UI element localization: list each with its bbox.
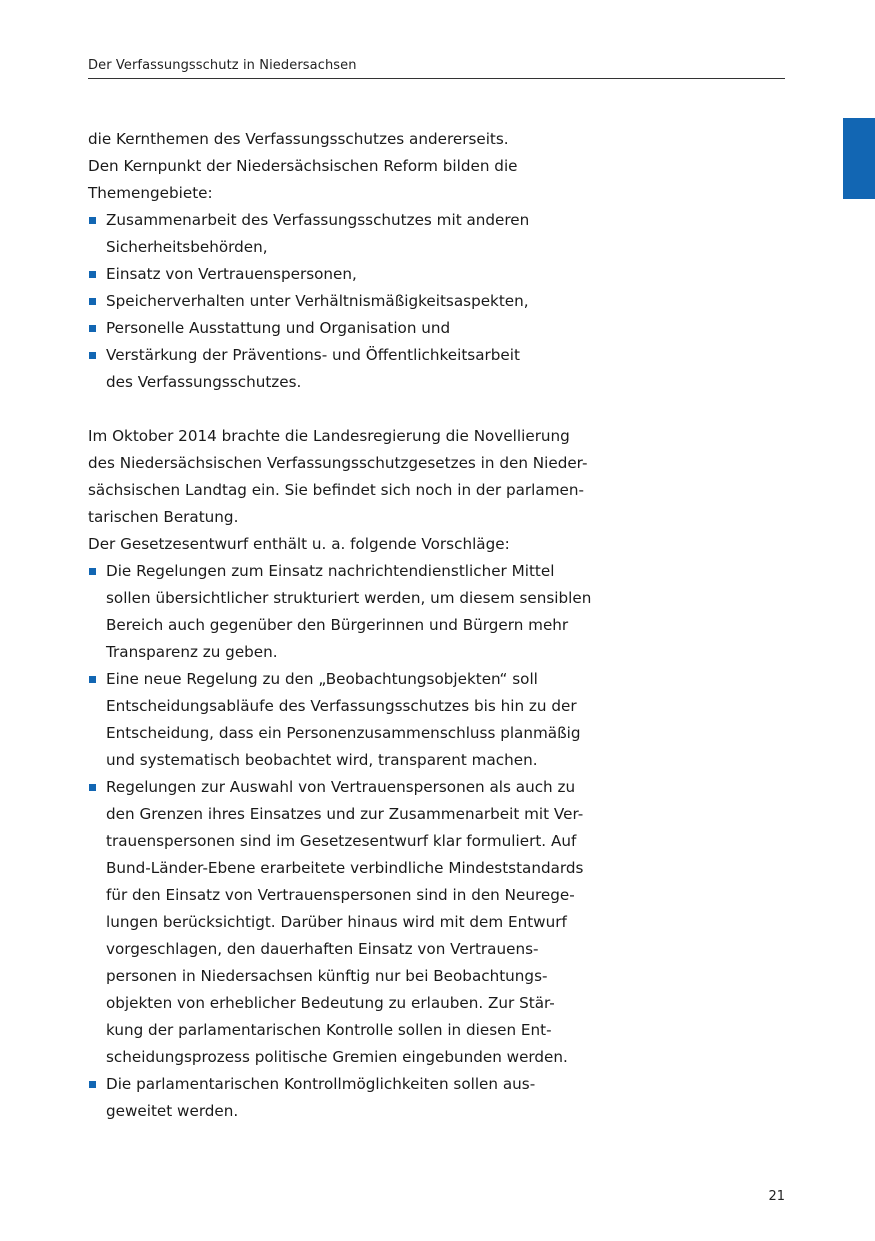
square-bullet-icon [89,298,96,305]
text-line: Entscheidung, dass ein Personenzusammenschluss planmäßig [106,724,581,742]
chapter-tab-marker [843,118,875,199]
text-line: die Kernthemen des Verfassungsschutzes andererseits. [88,130,509,148]
text-line: Den Kernpunkt der Niedersächsischen Reform bilden die [88,157,518,175]
text-line: Einsatz von Vertrauenspersonen, [106,265,357,283]
intro-paragraph [88,126,613,207]
paragraph-spacer [88,396,613,423]
topic-bullet-list [88,207,613,396]
text-line: Im Oktober 2014 brachte die Landesregierung die Novellierung [88,427,570,445]
bullet-item [88,666,613,774]
text-line: Eine neue Regelung zu den „Beobachtungsobjekten“ soll [106,670,538,688]
text-line: des Niedersächsischen Verfassungsschutzgesetzes in den Nieder- [88,454,588,472]
square-bullet-icon [89,217,96,224]
text-line: scheidungsprozess politische Gremien eingebunden werden. [106,1048,568,1066]
header-rule [88,78,785,79]
text-line: Personelle Ausstattung und Organisation und [106,319,451,337]
text-line: und systematisch beobachtet wird, transparent machen. [106,751,538,769]
text-line: kung der parlamentarischen Kontrolle sollen in diesen Ent- [106,1021,552,1039]
text-line: objekten von erheblicher Bedeutung zu erlauben. Zur Stär- [106,994,555,1012]
page-number: 21 [768,1189,785,1204]
proposal-bullet-list [88,558,613,1125]
text-line: Bereich auch gegenüber den Bürgerinnen und Bürgern mehr [106,616,569,634]
bullet-item [88,261,613,288]
text-line: trauenspersonen sind im Gesetzesentwurf klar formuliert. Auf [106,832,577,850]
running-header: Der Verfassungsschutz in Niedersachsen [88,58,357,73]
text-line: lungen berücksichtigt. Darüber hinaus wird mit dem Entwurf [106,913,567,931]
text-line: Themengebiete: [88,184,213,202]
text-line: tarischen Beratung. [88,508,239,526]
text-line: Verstärkung der Präventions- und Öffentlichkeitsarbeit [106,346,520,364]
text-line: den Grenzen ihres Einsatzes und zur Zusammenarbeit mit Ver- [106,805,584,823]
text-line: Bund-Länder-Ebene erarbeitete verbindliche Mindeststandards [106,859,584,877]
bullet-item [88,315,613,342]
square-bullet-icon [89,568,96,575]
text-line: Die parlamentarischen Kontrollmöglichkeiten sollen aus- [106,1075,536,1093]
bullet-item [88,558,613,666]
square-bullet-icon [89,352,96,359]
text-line: Der Gesetzesentwurf enthält u. a. folgende Vorschläge: [88,535,510,553]
bullet-item [88,288,613,315]
text-line: Transparenz zu geben. [106,643,278,661]
text-line: Zusammenarbeit des Verfassungsschutzes mit anderen [106,211,530,229]
square-bullet-icon [89,271,96,278]
bullet-item [88,342,613,396]
text-line: sollen übersichtlicher strukturiert werden, um diesem sensiblen [106,589,592,607]
bullet-item [88,207,613,261]
text-line: geweitet werden. [106,1102,239,1120]
text-line: Die Regelungen zum Einsatz nachrichtendienstlicher Mittel [106,562,555,580]
square-bullet-icon [89,325,96,332]
square-bullet-icon [89,1081,96,1088]
novellierung-paragraph [88,423,613,558]
text-line: Speicherverhalten unter Verhältnismäßigkeitsaspekten, [106,292,529,310]
text-line: Sicherheitsbehörden, [106,238,268,256]
text-line: Regelungen zur Auswahl von Vertrauenspersonen als auch zu [106,778,576,796]
text-line: Entscheidungsabläufe des Verfassungsschutzes bis hin zu der [106,697,577,715]
square-bullet-icon [89,784,96,791]
bullet-item [88,774,613,1071]
text-line: vorgeschlagen, den dauerhaften Einsatz von Vertrauens- [106,940,539,958]
main-body-text [88,126,613,1125]
text-line: personen in Niedersachsen künftig nur bei Beobachtungs- [106,967,548,985]
square-bullet-icon [89,676,96,683]
text-line: für den Einsatz von Vertrauenspersonen sind in den Neurege- [106,886,575,904]
bullet-item [88,1071,613,1125]
text-line: sächsischen Landtag ein. Sie befindet sich noch in der parlamen- [88,481,584,499]
text-line: des Verfassungsschutzes. [106,373,302,391]
